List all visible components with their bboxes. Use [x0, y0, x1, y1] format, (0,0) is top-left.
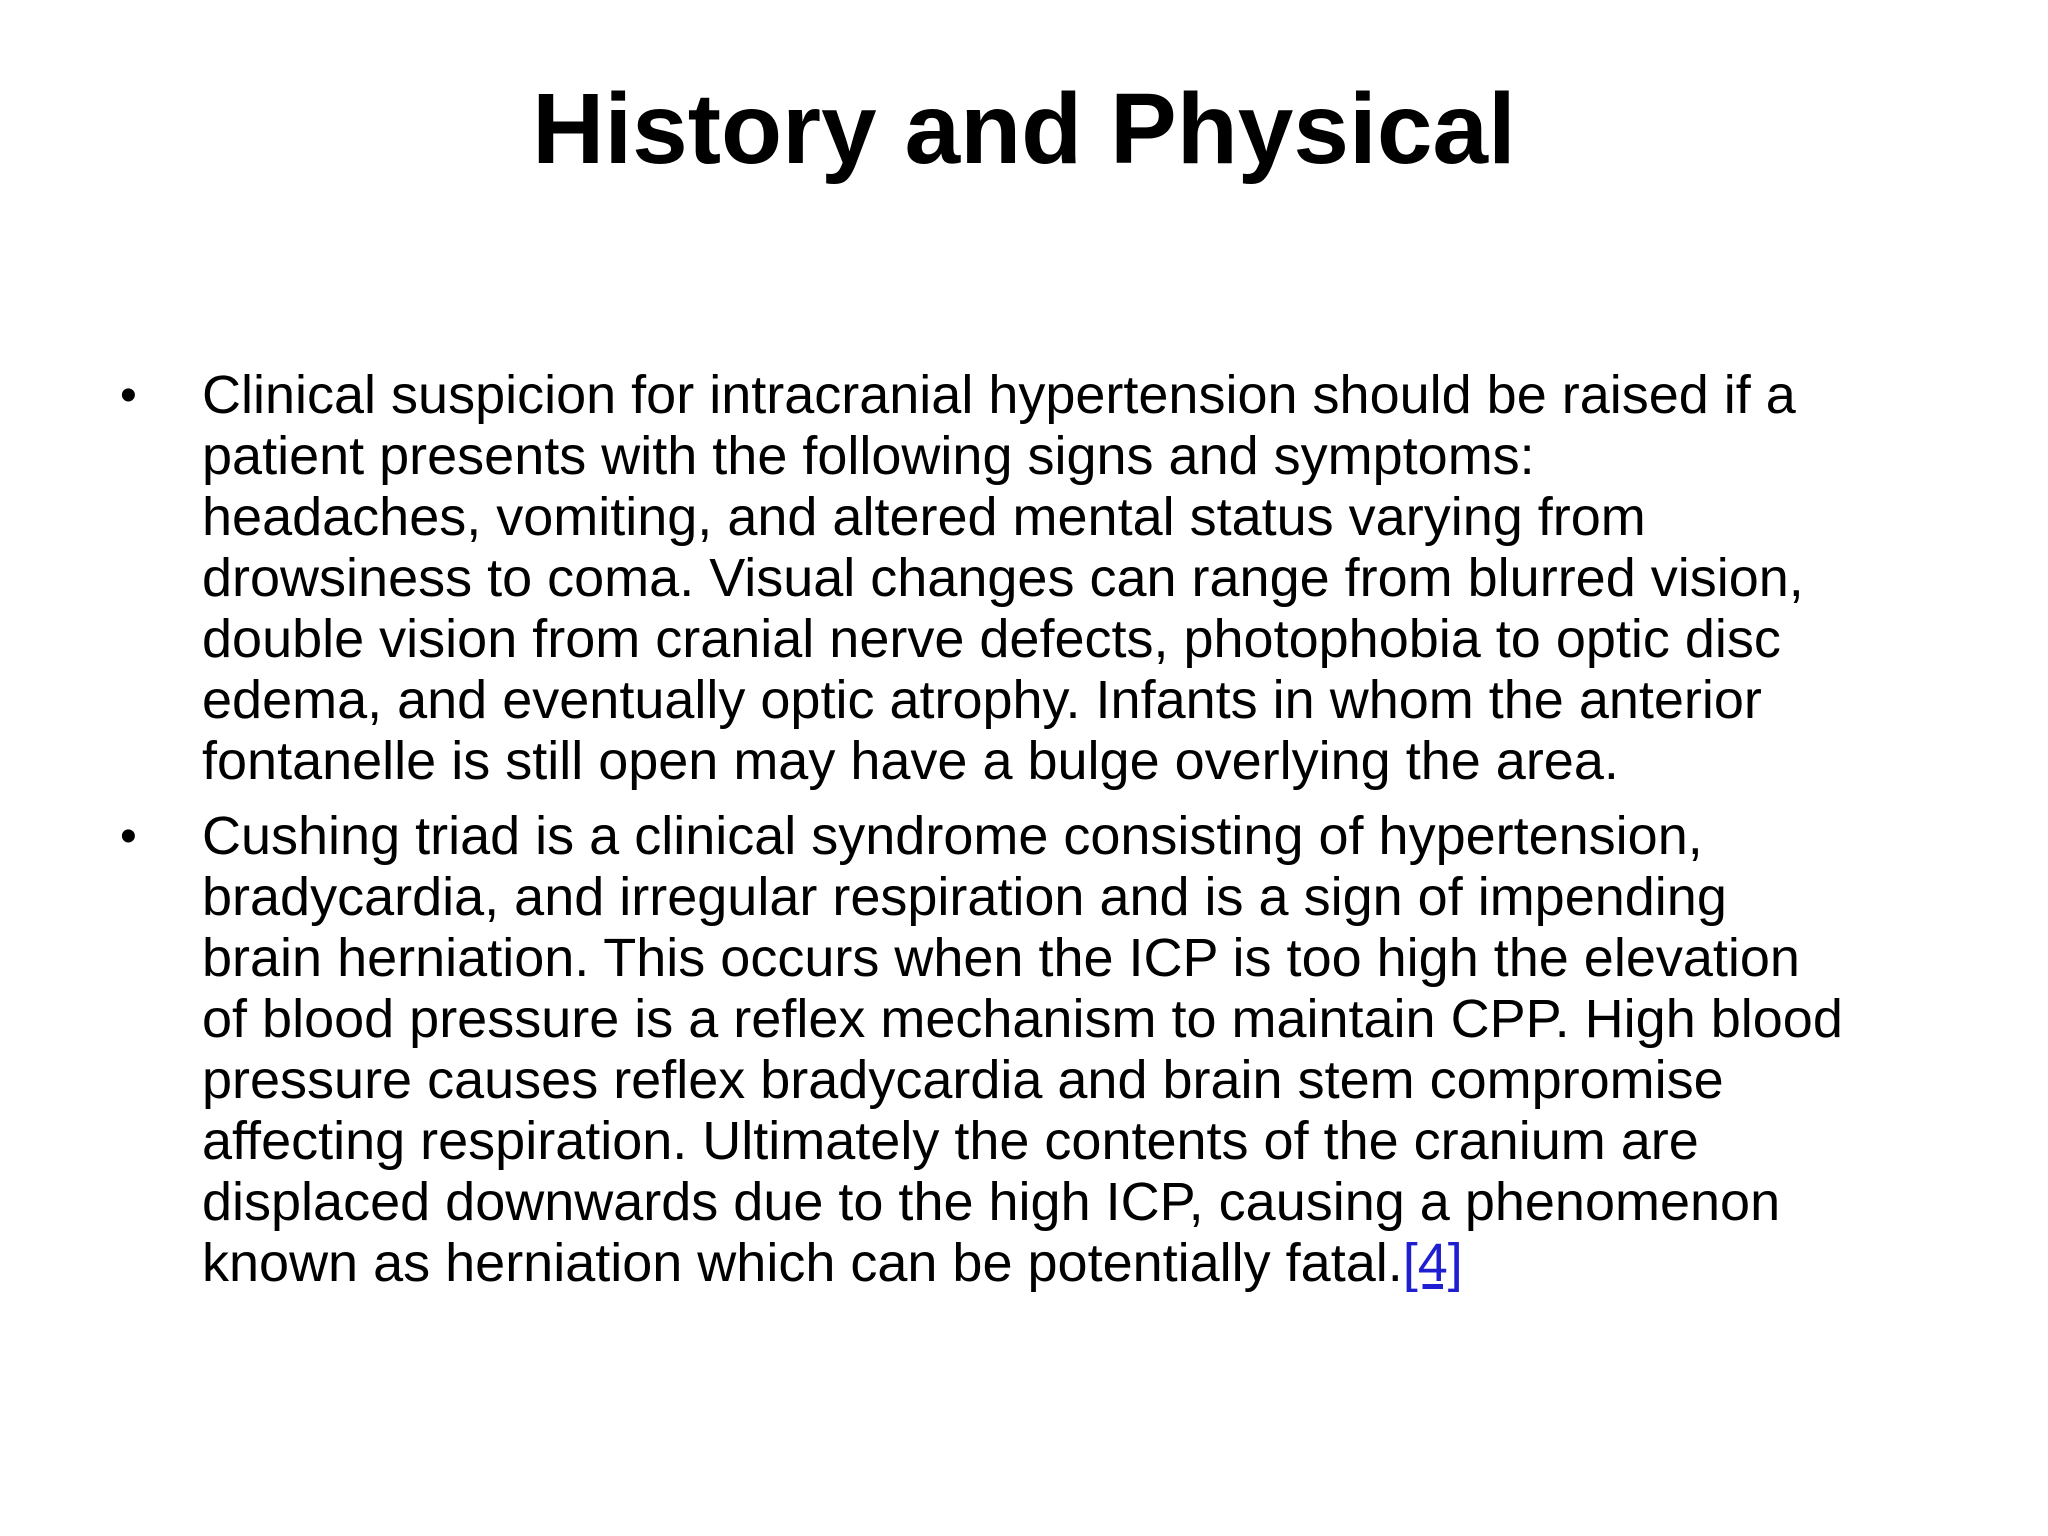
bullet-item-intracranial-hypertension: [120, 365, 2000, 792]
bullet-text-line: double vision from cranial nerve defects, photophobia to optic disc: [202, 609, 1781, 669]
bullet-text-line: displaced downwards due to the high ICP, causing a phenomenon: [202, 1172, 1781, 1232]
bullet-text-line: Clinical suspicion for intracranial hypertension should be raised if a: [202, 365, 1796, 425]
bullet-text-line: fontanelle is still open may have a bulge overlying the area.: [202, 731, 1619, 791]
bullet-item-cushing-triad: [120, 806, 2000, 1294]
bullet-text-line: edema, and eventually optic atrophy. Infants in whom the anterior: [202, 670, 1762, 730]
bullet-text-line: pressure causes reflex bradycardia and brain stem compromise: [202, 1050, 1724, 1110]
reference-link[interactable]: [4]: [1402, 1233, 1463, 1293]
bullet-dot: •: [120, 810, 137, 863]
bullet-text-line: bradycardia, and irregular respiration and is a sign of impending: [202, 867, 1727, 927]
bullet-text-last-line: [202, 1233, 2000, 1294]
bullet-text-line: affecting respiration. Ultimately the contents of the cranium are: [202, 1111, 1699, 1171]
bullet-text-line: drowsiness to coma. Visual changes can range from blurred vision,: [202, 548, 1804, 608]
bullet-list: [120, 365, 2000, 1308]
bullet-text-line: patient presents with the following signs and symptoms:: [202, 426, 1535, 486]
bullet-text-line: headaches, vomiting, and altered mental status varying from: [202, 487, 1646, 547]
bullet-dot: •: [120, 369, 137, 422]
bullet-text-line: of blood pressure is a reflex mechanism to maintain CPP. High blood: [202, 989, 1843, 1049]
bullet-text-line: Cushing triad is a clinical syndrome consisting of hypertension,: [202, 806, 1703, 866]
slide-title: History and Physical: [532, 73, 1516, 185]
bullet-text-fragment: known as herniation which can be potentially fatal.: [202, 1233, 1403, 1293]
bullet-text-line: brain herniation. This occurs when the ICP is too high the elevation: [202, 928, 1800, 988]
